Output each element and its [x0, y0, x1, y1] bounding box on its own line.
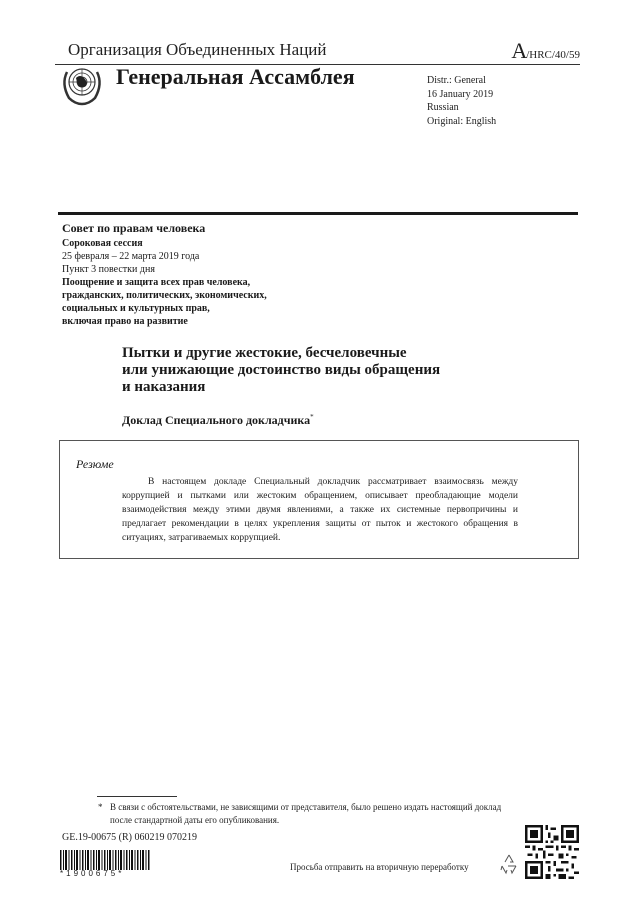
footnote-text: В связи с обстоятельствами, не зависящими от представителя, было решено издать настоящий доклад после стандартной даты его опубликования. — [110, 802, 502, 825]
council-name: Совет по правам человека — [62, 221, 206, 235]
assembly-title: Генеральная Ассамблея — [116, 64, 355, 89]
qr-code-icon — [525, 825, 579, 879]
agenda-title-line: гражданских, политических, экономических, — [62, 290, 267, 301]
agenda-title-line: Поощрение и защита всех прав человека, — [62, 277, 251, 288]
document-title — [122, 345, 462, 396]
barcode-number: *1900675* — [60, 869, 125, 878]
organization-name: Организация Объединенных Наций — [68, 40, 327, 59]
footnote — [98, 801, 518, 826]
footnote-mark: * — [98, 802, 103, 812]
distr-language: Russian — [427, 102, 459, 113]
un-emblem-icon — [58, 60, 106, 108]
recycle-icon — [498, 853, 520, 875]
recycle-note: Просьба отправить на вторичную переработку — [290, 862, 469, 872]
distr-status: Distr.: General — [427, 75, 486, 86]
section-rule — [58, 212, 578, 215]
title-line: или унижающие достоинство виды обращения — [122, 362, 441, 378]
document-symbol — [511, 38, 580, 64]
summary-label: Резюме — [76, 457, 114, 471]
symbol-rest: /HRC/40/59 — [526, 49, 580, 61]
footnote-rule — [97, 796, 177, 797]
agenda-item: Пункт 3 повестки дня — [62, 264, 155, 275]
title-line: Пытки и другие жестокие, бесчеловечные — [122, 345, 407, 361]
job-number: GE.19-00675 (R) 060219 070219 — [62, 832, 197, 843]
symbol-prefix: A — [511, 38, 527, 63]
distr-date: 16 January 2019 — [427, 88, 494, 100]
agenda-title-line: включая право на развитие — [62, 316, 188, 327]
title-line: и наказания — [122, 379, 206, 395]
summary-text: В настоящем докладе Специальный докладчик рассматривает взаимосвязь между коррупцией и пытками или жестоким обращением, описывает преобладающие модели взаимодействия между этими двумя явлениями, а также их системные первопричины и предлагает рекомендации в целях укрепления защиты от пыток и жестокого обращения в ситуациях, затрагиваемых коррупцией. — [122, 477, 518, 543]
document-subtitle — [122, 413, 314, 428]
distribution-block — [427, 74, 496, 128]
subtitle-text: Доклад Специального докладчика — [122, 413, 311, 427]
agenda-title-line: социальных и культурных прав, — [62, 303, 210, 314]
session-name: Сороковая сессия — [62, 238, 143, 249]
session-block — [62, 222, 267, 328]
distr-original: Original: English — [427, 115, 497, 127]
barcode-icon — [60, 850, 150, 870]
session-dates: 25 февраля – 22 марта 2019 года — [62, 251, 200, 262]
footnote-ref: * — [310, 413, 314, 421]
